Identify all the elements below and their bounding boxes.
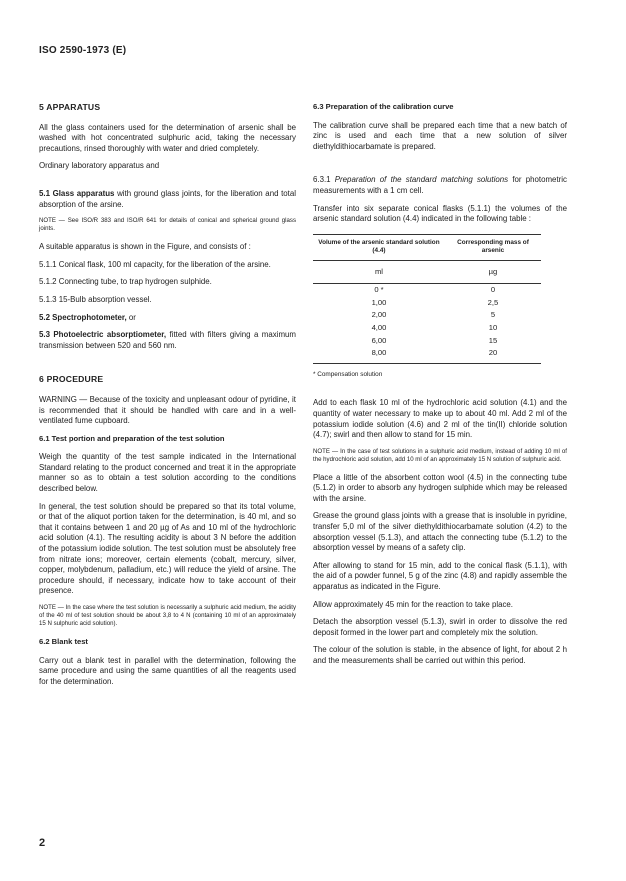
apparatus-suitable: A suitable apparatus is shown in the Figure, and consists of : [39, 242, 251, 252]
item-5-3-label: 5.3 Photoelectric absorptiometer, [39, 330, 167, 340]
table-header-row [313, 234, 541, 260]
section-6-3-heading: 6.3 Preparation of the calibration curve [313, 102, 454, 111]
item-5-2-text: or [128, 312, 136, 322]
section-6-3-1-number: 6.3.1 [313, 175, 331, 185]
item-5-3-text: fitted with filters giving a maximum transmission between 520 and 560 nm. [39, 330, 296, 350]
grease-paragraph: Grease the ground glass joints with a grease that is insoluble in pyridine, transfer 5,0 ml of the silver diethyldithiocarbamate solution (4.2) to the absorption vessel (5.1.3), and attach the connecting tube (5.1.2) to the absorption vessel by means of a safety clip. [313, 511, 567, 553]
item-5-1-label: 5.1 Glass apparatus [39, 188, 115, 198]
apparatus-note: NOTE — See ISO/R 383 and ISO/R 641 for details of conical and spherical ground glass joints. [39, 217, 296, 233]
colour-paragraph: The colour of the solution is stable, in the absence of light, for about 2 h and the measurements shall be carried out within this period. [313, 645, 567, 665]
section-6-3-text: The calibration curve shall be prepared each time that a new batch of zinc is used and each time that a new solution of silver diethyldithiocarbamate is prepared. [313, 120, 567, 151]
section-6-3-1-rest: for photometric measurements with a 1 cm cell. [313, 175, 567, 195]
table-cell: 1,00 [371, 297, 387, 307]
table-cell: 0 * [374, 285, 384, 295]
allow-paragraph: Allow approximately 45 min for the reaction to take place. [313, 599, 513, 609]
table-footnote: * Compensation solution [313, 370, 383, 378]
item-5-1-1: 5.1.1 Conical flask, 100 ml capacity, for the liberation of the arsine. [39, 259, 271, 269]
section-6-1-heading: 6.1 Test portion and preparation of the test solution [39, 433, 225, 443]
item-5-1 [39, 189, 296, 210]
right-column [313, 102, 567, 674]
procedure-warning: WARNING — Because of the toxicity and unpleasant odour of pyridine, it is recommended that it should be handled with care and in a well-ventilated fume cupboard. [39, 394, 296, 426]
left-column [39, 102, 296, 694]
table-cell: 2,00 [371, 310, 387, 320]
section-6-1-note: NOTE — In the case where the test solution is necessarily a sulphuric acid medium, the acidity of the 40 ml of test solution should be about 3,8 to 4 N (containing 10 ml of an approximately 15 N sulphuric acid solution). [39, 604, 296, 627]
section-6-1-paragraph-1: Weigh the quantity of the test sample indicated in the International Standard relating to the product concerned and treat it in the appropriate manner so as to obtain a test solution according to the conditions described below. [39, 452, 296, 494]
table-row [313, 284, 541, 297]
section-6-heading: 6 PROCEDURE [39, 374, 104, 385]
apparatus-intro: All the glass containers used for the determination of arsenic shall be washed with hot concentrated sulphuric acid, taking the necessary precautions, rinsed thoroughly with water and dried completely. [39, 122, 296, 153]
item-5-1-2: 5.1.2 Connecting tube, to trap hydrogen sulphide. [39, 277, 212, 287]
table-header-mass: Corresponding mass of arsenic [445, 234, 541, 260]
unit-mass: µg [445, 260, 541, 284]
calibration-note: NOTE — In the case of test solutions in a sulphuric acid medium, instead of adding 10 ml of the hydrochloric acid solution, add 10 ml of an approximately 15 N solution of sulphuric acid. [313, 447, 567, 463]
apparatus-ordinary: Ordinary laboratory apparatus and [39, 161, 160, 171]
detach-paragraph: Detach the absorption vessel (5.1.3), swirl in order to dissolve the red deposit formed in the lower part and completely mix the solution. [313, 617, 567, 637]
table-cell: 0 [490, 285, 496, 295]
calibration-table [313, 234, 541, 364]
table-row [313, 335, 541, 348]
section-6-2-heading: 6.2 Blank test [39, 637, 88, 646]
add-paragraph: Add to each flask 10 ml of the hydrochloric acid solution (4.1) and the quantity of water necessary to make up to about 40 ml. Add 2 ml of the potassium iodide solution (4.6) and 2 ml of the tin(II) chloride solution (4.7); swirl and then allow to stand for 15 min. [313, 398, 567, 440]
table-cell: 20 [445, 347, 541, 363]
table-cell: 5 [490, 310, 496, 320]
table-cell: 10 [488, 322, 498, 332]
standard-id-header: ISO 2590-1973 (E) [39, 45, 127, 56]
section-5-heading: 5 APPARATUS [39, 102, 101, 112]
table-header-volume: Volume of the arsenic standard solution (4.4) [313, 234, 445, 260]
transfer-paragraph: Transfer into six separate conical flasks (5.1.1) the volumes of the arsenic standard solution (4.4) indicated in the following table : [313, 203, 567, 224]
item-5-1-text: with ground glass joints, for the liberation and total absorption of the arsine. [39, 188, 297, 209]
table-row [313, 297, 541, 310]
table-cell: 4,00 [371, 322, 387, 332]
item-5-2-label: 5.2 Spectrophotometer, [39, 312, 127, 322]
after-paragraph: After allowing to stand for 15 min, add to the conical flask (5.1.1), with the aid of a powder funnel, 5 g of the zinc (4.8) and rapidly assemble the apparatus as indicated in the Figure. [313, 560, 567, 592]
item-5-2 [39, 313, 296, 324]
table-row [313, 347, 541, 363]
page-number: 2 [39, 837, 46, 849]
place-paragraph: Place a little of the absorbent cotton wool (4.5) in the connecting tube (5.1.2) in order to absorb any hydrogen sulphide which may be released with the arsine. [313, 472, 567, 503]
table-units-row [313, 260, 541, 284]
item-5-1-3: 5.1.3 15-Bulb absorption vessel. [39, 294, 152, 304]
item-5-3 [39, 330, 296, 351]
table-row [313, 309, 541, 322]
table-cell: 6,00 [371, 335, 387, 345]
table-cell: 2,5 [487, 297, 499, 307]
section-6-1-paragraph-2: In general, the test solution should be prepared so that its total volume, or that of the aliquot portion taken for the determination, is 40 ml, and so that it contains between 1 and 20 µg of As and 10 ml of the hydrochloric acid solution (4.1). The resulting acidity is about 3 N before the addition of the potassium iodide solution. The test solution must be absolutely free from nitrate ions; moreover, certain elements (cobalt, mercury, silver, copper, molybdenum, palladium, etc.) will reduce the yield of arsine. The procedure should, if necessary, indicate how to take account of their presence. [39, 501, 296, 596]
section-6-2-text: Carry out a blank test in parallel with the determination, following the same procedure and using the same quantities of all the reagents used for the determination. [39, 655, 296, 686]
table-cell: 15 [488, 335, 498, 345]
section-6-3-1 [313, 175, 567, 196]
table-row [313, 322, 541, 335]
unit-volume: ml [313, 260, 445, 284]
table-cell: 8,00 [313, 347, 445, 363]
section-6-3-1-title: Preparation of the standard matching solutions [334, 175, 509, 185]
